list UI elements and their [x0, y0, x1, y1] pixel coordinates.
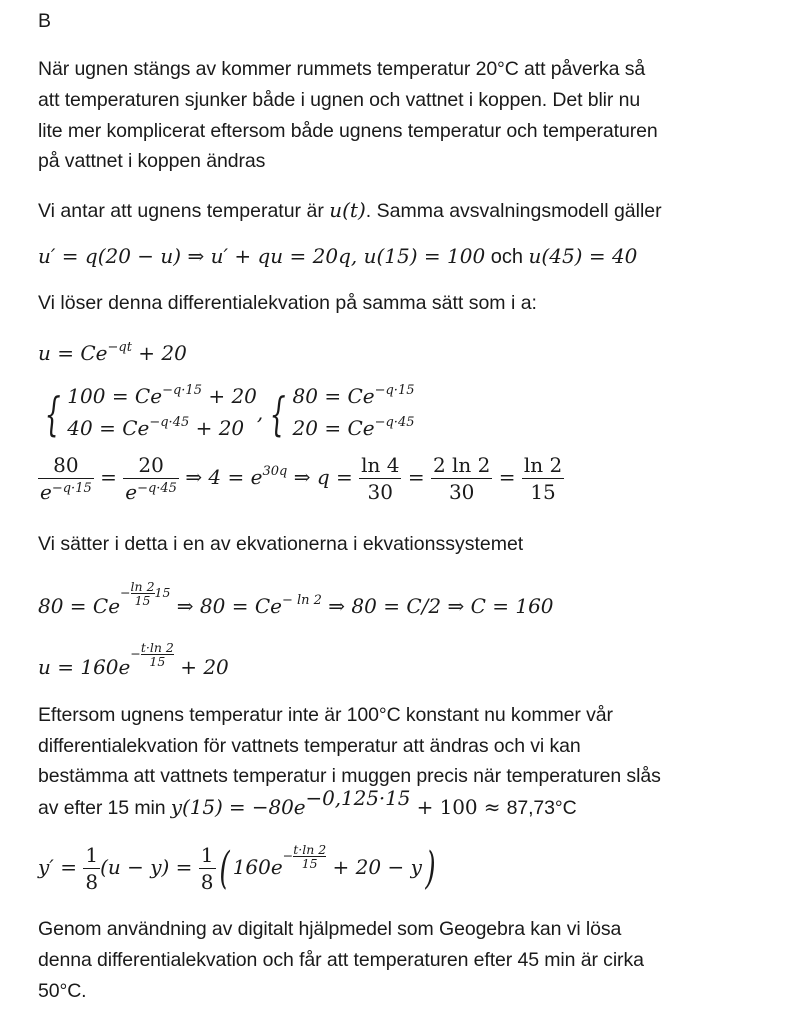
- brace-icon: {: [269, 387, 286, 441]
- solve-text: Vi löser denna differentialekvation på samma sätt som i a:: [38, 292, 537, 314]
- ratio-equation: [38, 455, 564, 502]
- text-line: bestämma att vattnets temperatur i muggen precis när temperaturen slås: [38, 765, 661, 787]
- fraction: $\frac{20}{e^{-q\cdot 45}}$: [125, 453, 177, 504]
- text: Vi antar att ugnens temperatur är: [38, 200, 330, 222]
- model-equation: [38, 246, 637, 267]
- text-line: Genom användning av digitalt hjälpmedel som Geogebra kan vi lösa: [38, 918, 622, 940]
- text-line: lite mer komplicerat eftersom både ugnens temperatur och temperaturen: [38, 120, 658, 142]
- math: u′ = q(20 − u) ⇒ u′ + qu = 20q, u(15) = 100: [38, 244, 486, 268]
- fraction: $\frac{2 \ln 2}{30}$: [432, 453, 491, 504]
- exponent: −qt: [107, 340, 132, 355]
- fraction: $\frac{\ln 2}{15}$: [523, 453, 563, 504]
- text-line: När ugnen stängs av kommer rummets temperatur 20°C att påverka så: [38, 58, 646, 80]
- system-row: $40 = Ce^{-q\cdot 45} + 20$: [67, 415, 245, 440]
- text: . Samma avsvalningsmodell gäller: [365, 200, 662, 222]
- comma: ,: [256, 400, 264, 425]
- math: ⇒ 4 = e: [185, 465, 263, 489]
- text-line: differentialekvation för vattnets temperatur att ändras och vi kan: [38, 735, 581, 757]
- text-line: på vattnet i koppen ändras: [38, 150, 266, 172]
- system-row: $80 = Ce^{-q\cdot 15}$: [292, 383, 415, 408]
- math: u(45) = 40: [528, 244, 638, 268]
- text-line: 50°C.: [38, 980, 87, 1002]
- math: =: [498, 465, 516, 489]
- math: u = Ce: [38, 341, 108, 365]
- text-line: av efter 15 $\min y(15) = -80e^{-0,125\cdot 15} + 100 \approx 87,73^\circ C$: [38, 786, 577, 819]
- text: och: [485, 246, 529, 268]
- text-line: Eftersom ugnens temperatur inte är 100°C konstant nu kommer vår: [38, 704, 613, 726]
- assumption-line: [38, 200, 662, 222]
- math: ⇒ q =: [287, 465, 353, 489]
- exponent: 30q: [262, 464, 288, 479]
- u-solution: u = 160e− $\frac{t\cdot\ln 2}{15}$ + 20: [38, 640, 229, 680]
- system-left: [67, 382, 257, 446]
- system-right: [293, 382, 415, 446]
- equation-system: [38, 382, 414, 446]
- math-var: u(t): [329, 198, 366, 222]
- general-solution: [38, 340, 187, 365]
- fraction: $\frac{\ln 4}{30}$: [361, 453, 400, 504]
- insert-text: Vi sätter i detta i en av ekvationerna i ekvationssystemet: [38, 533, 524, 555]
- system-row: $100 = Ce^{-q\cdot 15} + 20$: [67, 383, 257, 408]
- fraction: $\frac{80}{e^{-q\cdot 15}}$: [40, 453, 92, 504]
- math: + 20: [131, 341, 187, 365]
- system-row: $20 = Ce^{-q\cdot 45}$: [292, 415, 415, 440]
- section-heading: B: [38, 10, 52, 32]
- math: =: [100, 465, 117, 489]
- math: =: [407, 465, 425, 489]
- y-equation: y′ = $\frac{1}{8}$ (u − y) = $\frac{1}{8}$ ( 160e− $\frac{t\cdot\ln 2}{15}$ + 20 − y): [38, 841, 436, 894]
- text-line: denna differentialekvation och får att temperaturen efter 45 min är cirka: [38, 949, 644, 971]
- brace-icon: {: [44, 387, 61, 441]
- text-line: att temperaturen sjunker både i ugnen och vattnet i koppen. Det blir nu: [38, 89, 641, 111]
- c-equation: 80 = Ce− $\frac{\ln 2}{15}$ 15 ⇒ $80 = Ce^{- ln 2}$ ⇒ 80 = C/2 ⇒ C = 160: [38, 579, 554, 619]
